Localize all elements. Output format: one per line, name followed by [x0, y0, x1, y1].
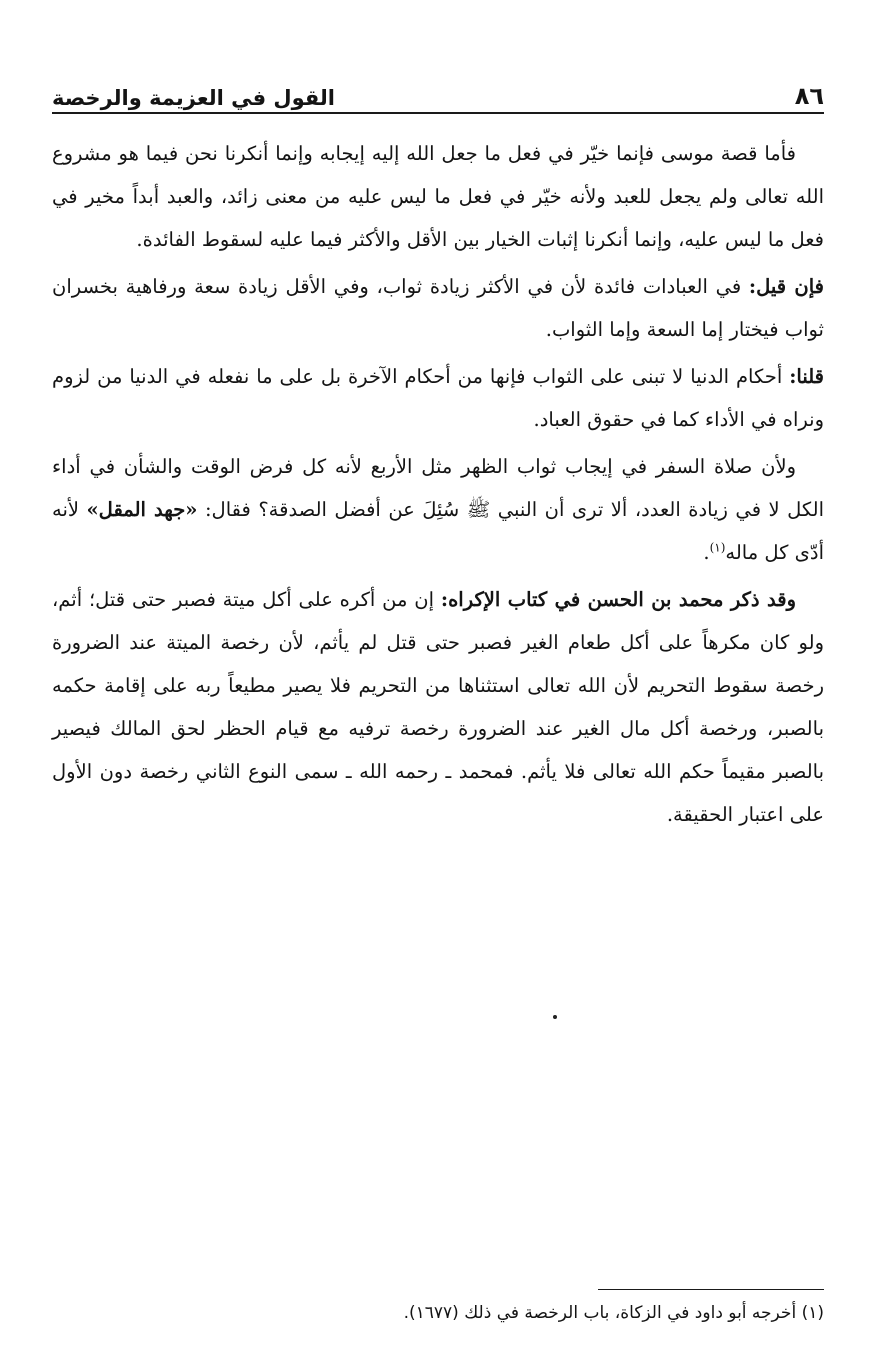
hadith-quote: «جهد المقل»	[86, 498, 198, 521]
footnote-number: (١)	[801, 1303, 824, 1323]
paragraph-4	[52, 445, 824, 574]
paragraph-3	[52, 355, 824, 441]
footnote-text: أخرجه أبو داود في الزكاة، باب الرخصة في ذلك (١٦٧٧).	[403, 1303, 797, 1323]
paragraph-end: .	[703, 541, 710, 564]
paragraph-2	[52, 265, 824, 351]
paragraph-text: في العبادات فائدة لأن في الأكثر زيادة ثواب، وفي الأقل زيادة سعة ورفاهية بخسران ثواب فيختار إما السعة وإما الثواب.	[52, 275, 824, 341]
paragraph-text: ولأن صلاة السفر في إيجاب ثواب الظهر مثل الأربع لأنه كل فرض الوقت والشأن في أداء الكل لا في زيادة العدد، ألا ترى أن النبي ﷺ سُئِلَ عن أفضل الصدقة؟ فقال:	[52, 455, 824, 521]
paragraph-text: أحكام الدنيا لا تبنى على الثواب فإنها من أحكام الآخرة بل على ما نفعله في الدنيا من لزوم ونراه في الأداء كما في حقوق العباد.	[52, 365, 824, 431]
header-rule	[52, 112, 824, 114]
paragraph-text: فأما قصة موسى فإنما خيّر في فعل ما جعل الله إليه إيجابه وإنما أنكرنا نحن فيما هو مشروع الله تعالى ولم يجعل للعبد ولأنه خيّر في فعل ما ليس عليه من معنى زائد، والعبد أبداً مخير في فعل ما ليس عليه، وإنما أنكرنا إثبات الخيار بين الأقل والأكثر فيما عليه لسقوط الفائدة.	[52, 142, 824, 251]
paragraph-lead: فإن قيل:	[748, 275, 825, 298]
paragraph-lead: وقد ذكر محمد بن الحسن في كتاب الإكراه:	[440, 588, 796, 611]
page-header	[52, 70, 824, 110]
running-title: القول في العزيمة والرخصة	[52, 86, 335, 110]
paragraph-text: إن من أكره على أكل ميتة فصبر حتى قتل؛ أثم، ولو كان مكرهاً على أكل طعام الغير فصبر حتى قتل لم يأثم، لأن رخصة الميتة عند الضرورة رخصة سقوط التحريم لأن الله تعالى استثناها من التحريم فلا يصير مطيعاً ربه على إقامة حكمه بالصبر، ورخصة أكل مال الغير عند الضرورة رخصة ترفيه مع قيام الحظر لحق المالك فيصير بالصبر مقيماً حكم الله تعالى فلا يأثم. فمحمد ـ رحمه الله ـ سمى النوع الثاني رخصة دون الأول على اعتبار الحقيقة.	[52, 588, 824, 826]
page-number: ٨٦	[794, 82, 824, 110]
stray-dot	[553, 1015, 557, 1019]
footnote-rule	[598, 1289, 824, 1290]
body-text	[52, 132, 824, 840]
paragraph-1	[52, 132, 824, 261]
paragraph-5	[52, 578, 824, 836]
footnote	[300, 1298, 824, 1328]
footnote-reference[interactable]: (١)	[709, 540, 726, 555]
paragraph-text-continued: لأنه أدّى كل ماله	[52, 498, 824, 564]
paragraph-lead: قلنا:	[789, 365, 824, 388]
